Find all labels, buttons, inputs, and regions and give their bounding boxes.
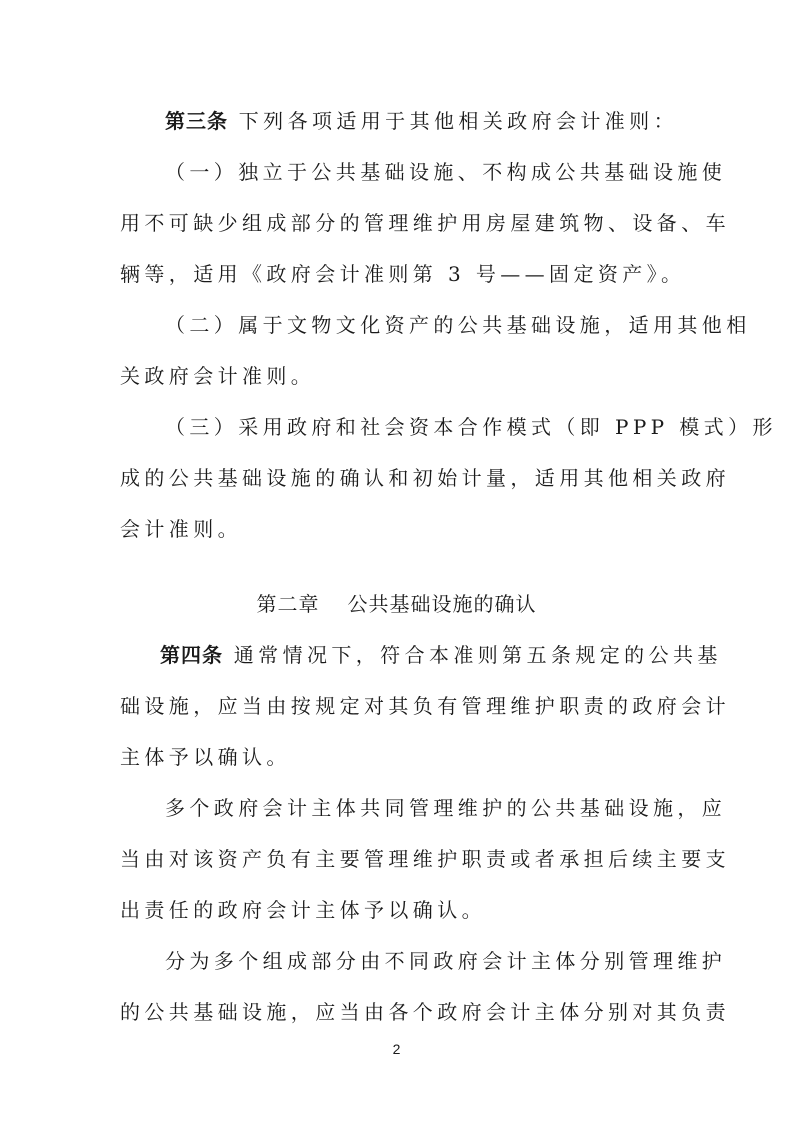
article4-p2-line1: 多个政府会计主体共同管理维护的公共基础设施，应 [165, 796, 727, 820]
page-number: 2 [392, 1041, 401, 1057]
article4-p2-line2: 当由对该资产负有主要管理维护职责或者承担后续主要支 [120, 847, 730, 871]
article3-intro: 下列各项适用于其他相关政府会计准则： [238, 109, 678, 133]
chapter-number: 第二章 [256, 592, 320, 616]
article3-item3-line3: 会计准则。 [120, 517, 242, 541]
article4-p1-line3: 主体予以确认。 [120, 745, 291, 769]
article4-p3-line1: 分为多个组成部分由不同政府会计主体分别管理维护 [165, 949, 727, 973]
article4-p3-line2: 的公共基础设施，应当由各个政府会计主体分别对其负责 [120, 1000, 730, 1024]
article3-heading-line [165, 106, 676, 136]
article3-item2-line2: 关政府会计准则。 [120, 364, 316, 388]
article4-p1-text: 通常情况下，符合本准则第五条规定的公共基 [233, 643, 722, 667]
article3-item1-line1: （一）独立于公共基础设施、不构成公共基础设施使 [165, 160, 727, 184]
chapter-heading [0, 589, 793, 619]
article3-label: 第三条 [165, 109, 228, 133]
article3-item2-line1: （二）属于文物文化资产的公共基础设施，适用其他相 [165, 313, 751, 337]
chapter-title: 公共基础设施的确认 [347, 592, 537, 616]
article3-item1-line2: 用不可缺少组成部分的管理维护用房屋建筑物、设备、车 [120, 211, 730, 235]
article3-item1-line3: 辆等，适用《政府会计准则第 3 号——固定资产》。 [120, 262, 686, 286]
article4-label: 第四条 [160, 643, 223, 667]
article4-p1-line2: 础设施，应当由按规定对其负有管理维护职责的政府会计 [120, 694, 730, 718]
article3-item3-line1: （三）采用政府和社会资本合作模式（即 PPP 模式）形 [165, 415, 777, 439]
article4-p1-line1 [160, 640, 722, 670]
article4-p2-line3: 出责任的政府会计主体予以确认。 [120, 898, 486, 922]
article3-item3-line2: 成的公共基础设施的确认和初始计量，适用其他相关政府 [120, 466, 730, 490]
